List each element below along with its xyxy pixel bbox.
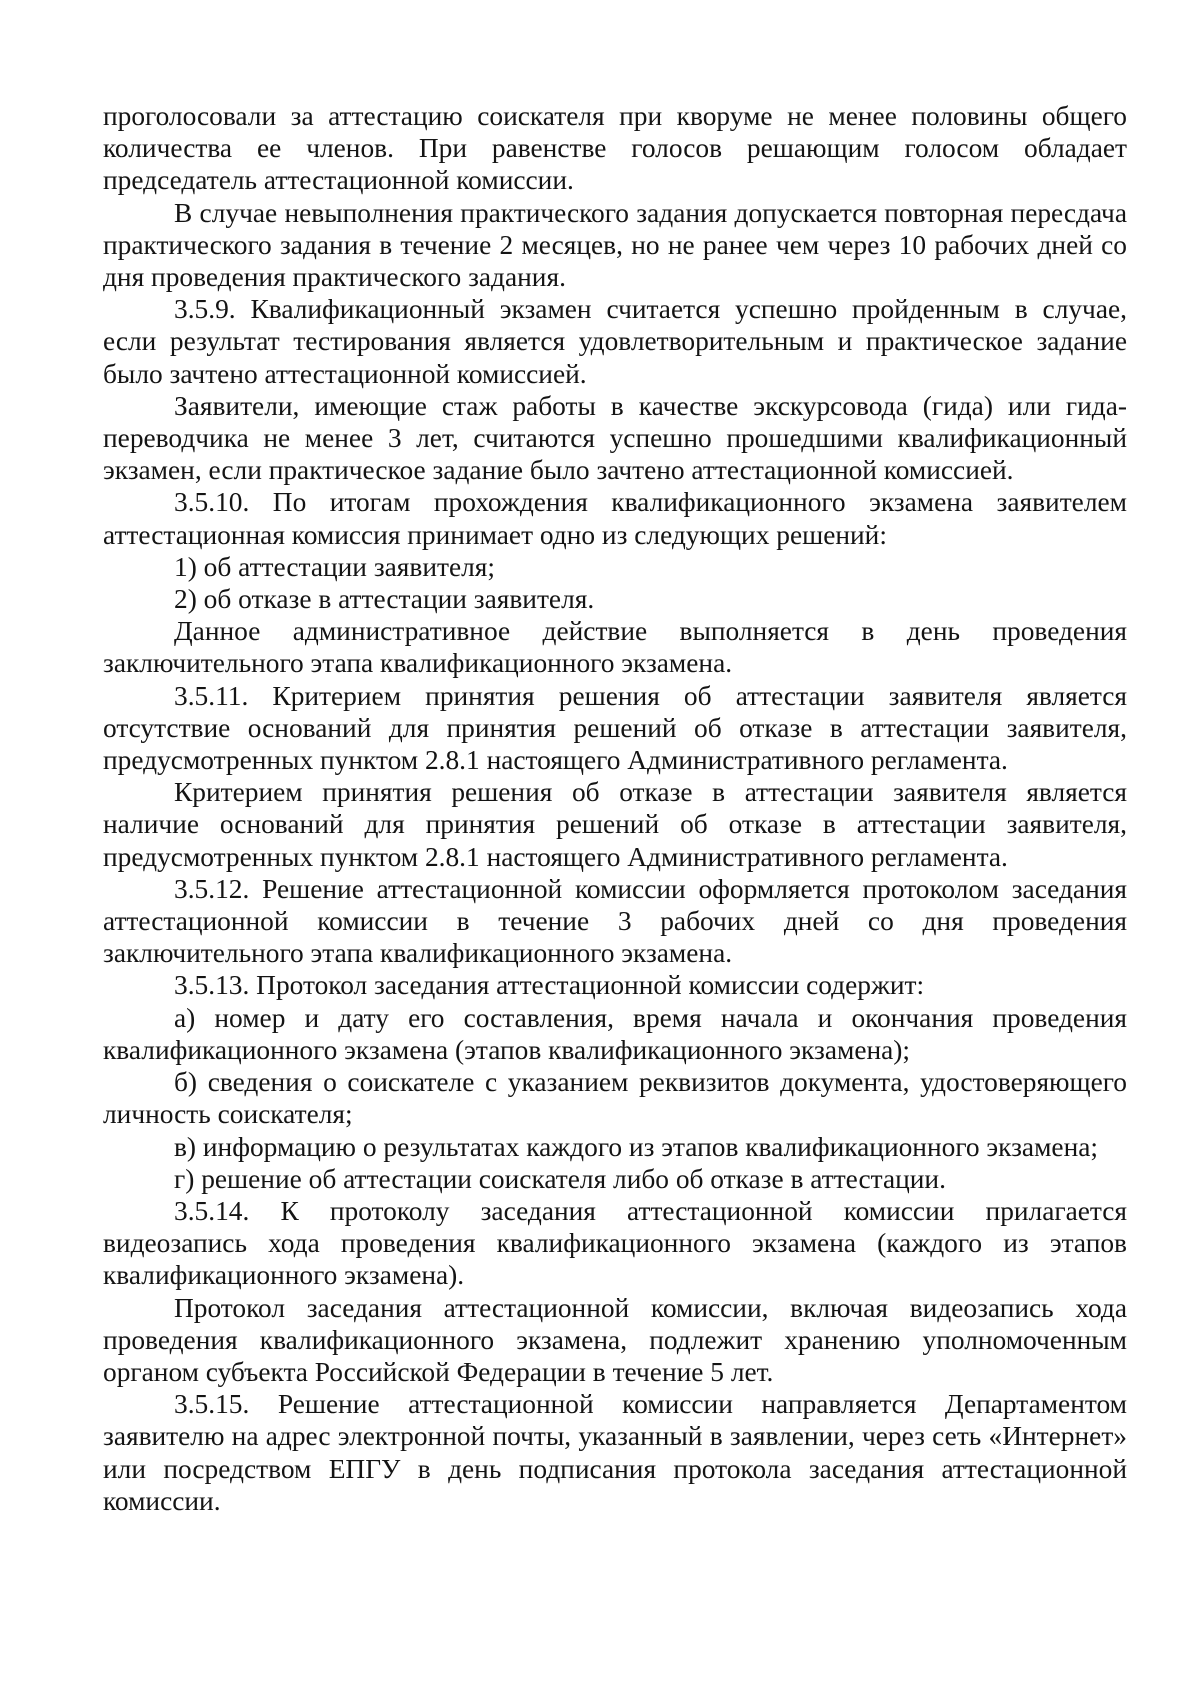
paragraph-action-timing: Данное административное действие выполняется в день проведения заключительного этапа квалификационного экзамена. xyxy=(103,616,1127,679)
paragraph-3-5-13: 3.5.13. Протокол заседания аттестационной комиссии содержит: xyxy=(174,970,925,1001)
paragraph-3-5-9: 3.5.9. Квалификационный экзамен считается успешно пройденным в случае, если результат тестирования является удовлетворительным и практическое задание было зачтено аттестационной комиссией. xyxy=(103,294,1127,389)
list-item-decision-1: 1) об аттестации заявителя; xyxy=(174,551,495,582)
paragraph-retake: В случае невыполнения практического задания допускается повторная пересдача практического задания в течение 2 месяцев, но не ранее чем через 10 рабочих дней со дня проведения практического задания. xyxy=(103,197,1127,293)
paragraph-protocol-storage: Протокол заседания аттестационной комиссии, включая видеозапись хода проведения квалификационного экзамена, подлежит хранению уполномоченным органом субъекта Российской Федерации в течение 5 лет. xyxy=(103,1292,1127,1387)
list-item-protocol-c: в) информацию о результатах каждого из этапов квалификационного экзамена; xyxy=(174,1131,1099,1162)
paragraph-experienced-applicants: Заявители, имеющие стаж работы в качестве экскурсовода (гида) или гида-переводчика не менее 3 лет, считаются успешно прошедшими квалификационный экзамен, если практическое задание было зачтено аттестационной комиссией. xyxy=(103,390,1127,486)
paragraph-refusal-criterion: Критерием принятия решения об отказе в аттестации заявителя является наличие оснований для принятия решений об отказе в аттестации заявителя, предусмотренных пунктом 2.8.1 настоящего Административного регламента. xyxy=(103,777,1127,872)
list-item-protocol-a: а) номер и дату его составления, время начала и окончания проведения квалификационного экзамена (этапов квалификационного экзамена); xyxy=(103,1002,1127,1065)
list-item-decision-2: 2) об отказе в аттестации заявителя. xyxy=(174,584,595,615)
list-item-protocol-d: г) решение об аттестации соискателя либо об отказе в аттестации. xyxy=(174,1163,946,1194)
document-page xyxy=(103,100,1127,1517)
paragraph-3-5-12: 3.5.12. Решение аттестационной комиссии оформляется протоколом заседания аттестационной комиссии в течение 3 рабочих дней со дня проведения заключительного этапа квалификационного экзамена. xyxy=(103,873,1127,969)
list-item-protocol-b: б) сведения о соискателе с указанием реквизитов документа, удостоверяющего личность соискателя; xyxy=(103,1067,1127,1130)
paragraph-continuation: проголосовали за аттестацию соискателя при кворуме не менее половины общего количества ее членов. При равенстве голосов решающим голосом обладает председатель аттестационной комиссии. xyxy=(103,101,1127,196)
paragraph-3-5-14: 3.5.14. К протоколу заседания аттестационной комиссии прилагается видеозапись хода проведения квалификационного экзамена (каждого из этапов квалификационного экзамена). xyxy=(103,1195,1127,1291)
paragraph-3-5-15: 3.5.15. Решение аттестационной комиссии направляется Департаментом заявителю на адрес электронной почты, указанный в заявлении, через сеть «Интернет» или посредством ЕПГУ в день подписания протокола заседания аттестационной комиссии. xyxy=(103,1389,1127,1516)
paragraph-3-5-10: 3.5.10. По итогам прохождения квалификационного экзамена заявителем аттестационная комиссия принимает одно из следующих решений: xyxy=(103,487,1127,550)
paragraph-3-5-11: 3.5.11. Критерием принятия решения об аттестации заявителя является отсутствие оснований для принятия решений об отказе в аттестации заявителя, предусмотренных пунктом 2.8.1 настоящего Административного регламента. xyxy=(103,680,1127,776)
